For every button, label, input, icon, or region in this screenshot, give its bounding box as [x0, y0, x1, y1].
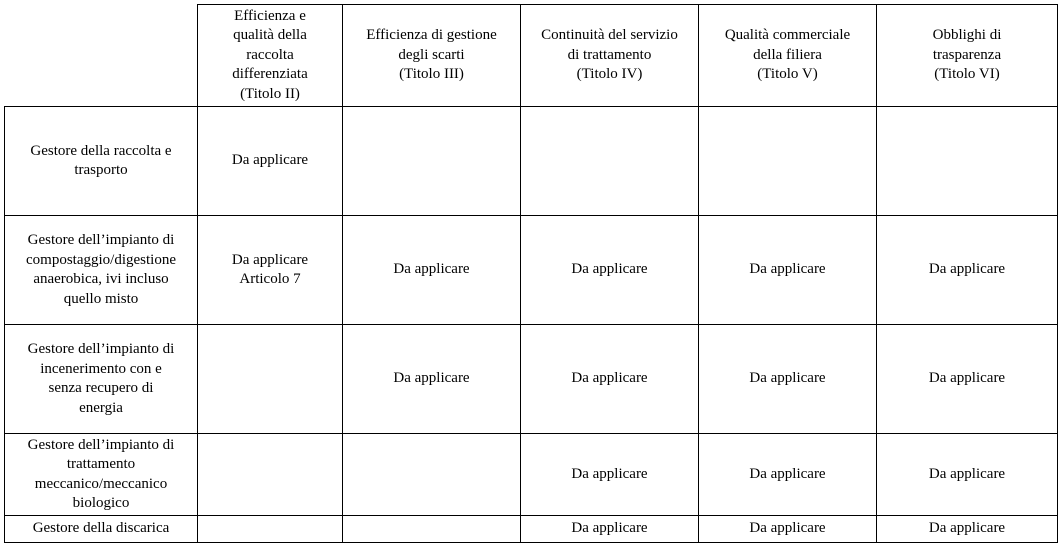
- column-header-titolo-ii: Efficienza e qualità della raccolta differenziata (Titolo II): [198, 5, 343, 107]
- table-row: [5, 516, 1058, 543]
- table-cell: Da applicare: [877, 325, 1058, 434]
- column-header-titolo-v: Qualità commerciale della filiera (Titolo V): [699, 5, 877, 107]
- table-cell: [877, 107, 1058, 216]
- table-cell: Da applicare: [699, 216, 877, 325]
- table-cell: [343, 434, 521, 516]
- table-cell: [198, 434, 343, 516]
- table-cell: Da applicare: [699, 434, 877, 516]
- header-row: [5, 5, 1058, 107]
- table-row: [5, 434, 1058, 516]
- table-cell: Da applicare: [699, 325, 877, 434]
- column-header-titolo-vi: Obblighi di trasparenza (Titolo VI): [877, 5, 1058, 107]
- table-cell: [699, 107, 877, 216]
- row-label-compostaggio: Gestore dell’impianto di compostaggio/digestione anaerobica, ivi incluso quello misto: [5, 216, 198, 325]
- table-cell: Da applicare: [198, 107, 343, 216]
- corner-cell: [5, 5, 198, 107]
- table-cell: Da applicare: [521, 516, 699, 543]
- table-cell: Da applicare: [877, 434, 1058, 516]
- table-cell: Da applicare: [521, 216, 699, 325]
- applicability-table: [4, 4, 1058, 543]
- row-label-discarica: Gestore della discarica: [5, 516, 198, 543]
- table-cell: [521, 107, 699, 216]
- table-row: [5, 325, 1058, 434]
- table-cell: Da applicare: [521, 434, 699, 516]
- table-cell: [343, 107, 521, 216]
- table-cell: [343, 516, 521, 543]
- table-cell: Da applicare: [877, 516, 1058, 543]
- table-cell: Da applicare Articolo 7: [198, 216, 343, 325]
- table-row: [5, 107, 1058, 216]
- column-header-titolo-iii: Efficienza di gestione degli scarti (Titolo III): [343, 5, 521, 107]
- table-cell: [198, 325, 343, 434]
- column-header-titolo-iv: Continuità del servizio di trattamento (Titolo IV): [521, 5, 699, 107]
- table-cell: Da applicare: [343, 325, 521, 434]
- table-cell: Da applicare: [877, 216, 1058, 325]
- table-cell: [198, 516, 343, 543]
- row-label-trattamento-meccanico: Gestore dell’impianto di trattamento meccanico/meccanico biologico: [5, 434, 198, 516]
- table-cell: Da applicare: [521, 325, 699, 434]
- row-label-raccolta: Gestore della raccolta e trasporto: [5, 107, 198, 216]
- row-label-incenerimento: Gestore dell’impianto di incenerimento con e senza recupero di energia: [5, 325, 198, 434]
- table-cell: Da applicare: [343, 216, 521, 325]
- table-cell: Da applicare: [699, 516, 877, 543]
- table-row: [5, 216, 1058, 325]
